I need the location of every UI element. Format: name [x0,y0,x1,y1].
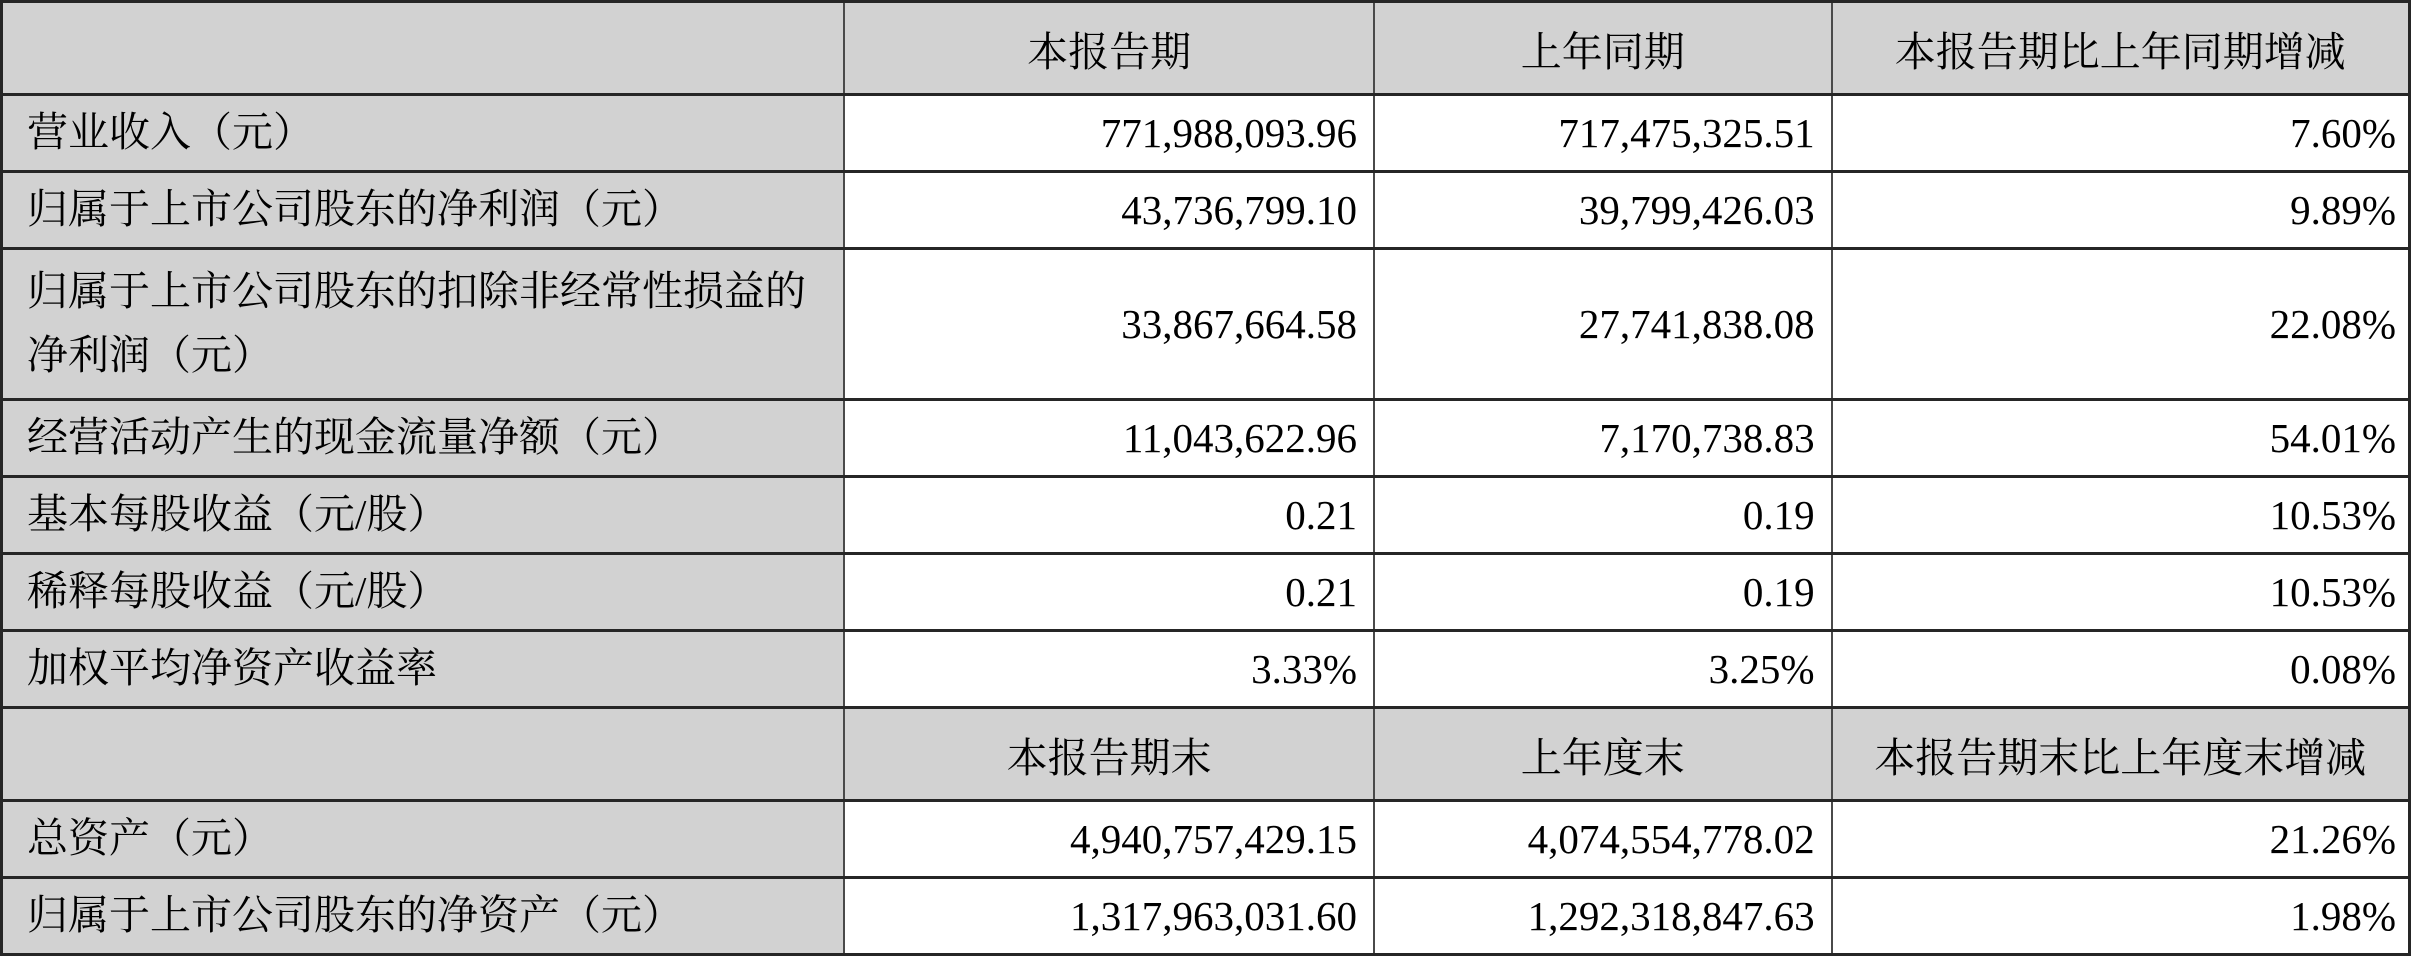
row-label: 加权平均净资产收益率 [2,631,845,708]
value-change: 1.98% [1832,878,2410,955]
value-change: 7.60% [1832,95,2410,172]
row-label: 稀释每股收益（元/股） [2,554,845,631]
value-prior: 717,475,325.51 [1374,95,1832,172]
value-prior: 4,074,554,778.02 [1374,801,1832,878]
header-prior-period: 上年同期 [1374,2,1832,95]
header-period-end-change: 本报告期末比上年度末增减 [1832,708,2410,801]
header-current-period: 本报告期 [844,2,1374,95]
value-prior: 39,799,426.03 [1374,172,1832,249]
table-row-revenue [2,95,2410,172]
value-current: 0.21 [844,554,1374,631]
row-label: 归属于上市公司股东的扣除非经常性损益的净利润（元） [2,249,845,400]
value-prior: 7,170,738.83 [1374,400,1832,477]
header-corner-cell [2,708,845,801]
value-current: 33,867,664.58 [844,249,1374,400]
row-label: 归属于上市公司股东的净利润（元） [2,172,845,249]
header-corner-cell [2,2,845,95]
header-current-period-end: 本报告期末 [844,708,1374,801]
row-label: 总资产（元） [2,801,845,878]
table-row-net-profit [2,172,2410,249]
value-prior: 1,292,318,847.63 [1374,878,1832,955]
value-prior: 3.25% [1374,631,1832,708]
row-label: 基本每股收益（元/股） [2,477,845,554]
value-change: 22.08% [1832,249,2410,400]
value-prior: 0.19 [1374,554,1832,631]
table-row-net-assets [2,878,2410,955]
value-prior: 27,741,838.08 [1374,249,1832,400]
table-header-row-period [2,2,2410,95]
value-current: 1,317,963,031.60 [844,878,1374,955]
value-change: 9.89% [1832,172,2410,249]
value-current: 3.33% [844,631,1374,708]
value-current: 771,988,093.96 [844,95,1374,172]
table-row-diluted-eps [2,554,2410,631]
value-current: 43,736,799.10 [844,172,1374,249]
table-row-operating-cash-flow [2,400,2410,477]
value-change: 0.08% [1832,631,2410,708]
row-label: 营业收入（元） [2,95,845,172]
table-row-net-profit-excl-nonrecurring [2,249,2410,400]
value-change: 10.53% [1832,554,2410,631]
table-row-total-assets [2,801,2410,878]
value-change: 21.26% [1832,801,2410,878]
table-header-row-period-end [2,708,2410,801]
value-current: 0.21 [844,477,1374,554]
header-prior-year-end: 上年度末 [1374,708,1832,801]
value-current: 11,043,622.96 [844,400,1374,477]
header-period-change: 本报告期比上年同期增减 [1832,2,2410,95]
row-label: 经营活动产生的现金流量净额（元） [2,400,845,477]
value-prior: 0.19 [1374,477,1832,554]
table-row-basic-eps [2,477,2410,554]
value-change: 10.53% [1832,477,2410,554]
row-label: 归属于上市公司股东的净资产（元） [2,878,845,955]
value-change: 54.01% [1832,400,2410,477]
value-current: 4,940,757,429.15 [844,801,1374,878]
table-row-weighted-avg-roe [2,631,2410,708]
